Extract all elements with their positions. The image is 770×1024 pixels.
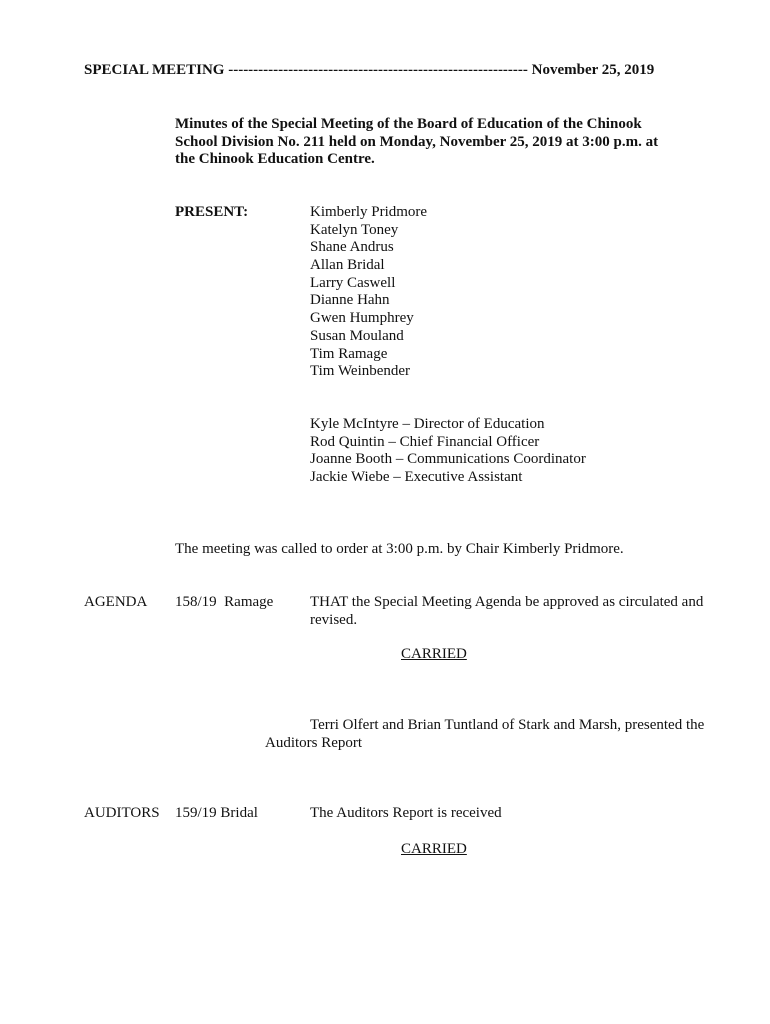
agenda-heading: AGENDA [84,594,148,610]
list-item: Larry Caswell [310,274,396,291]
presentation-paragraph [265,717,704,752]
list-item: Shane Andrus [310,239,394,256]
header-dashes: ------------------------------------------------------------ [228,62,528,78]
present-label: PRESENT: [175,204,249,220]
intro-paragraph [175,116,658,169]
auditors-result: CARRIED [401,841,467,857]
intro-line: Minutes of the Special Meeting of the Board of Education of the Chinook [175,116,642,132]
list-item: Kimberly Pridmore [310,204,428,220]
list-item: Katelyn Toney [310,221,399,238]
presentation-line: Terri Olfert and Brian Tuntland of Stark and Marsh, presented the [310,717,705,733]
intro-line: School Division No. 211 held on Monday, November 25, 2019 at 3:00 p.m. at [175,133,659,150]
list-item: Rod Quintin – Chief Financial Officer [310,433,540,450]
list-item: Kyle McIntyre – Director of Education [310,416,545,432]
list-item: Allan Bridal [310,257,385,274]
motion-line: THAT the Special Meeting Agenda be approved as circulated and [310,594,704,610]
intro-line: the Chinook Education Centre. [175,151,375,168]
list-item: Dianne Hahn [310,292,390,309]
agenda-motion-text [310,594,703,629]
agenda-result: CARRIED [401,646,467,662]
staff-list [310,416,586,487]
presentation-line: Auditors Report [265,734,363,751]
list-item: Susan Mouland [310,327,404,344]
auditors-heading: AUDITORS [84,805,160,821]
list-item: Gwen Humphrey [310,310,414,327]
auditors-motion-text: The Auditors Report is received [310,805,502,821]
list-item: Tim Ramage [310,345,388,362]
agenda-motion-number: 158/19 Ramage [175,594,274,610]
auditors-motion-number: 159/19 Bridal [175,805,258,821]
motion-line: revised. [310,611,358,628]
trustee-list [310,204,427,381]
list-item: Joanne Booth – Communications Coordinator [310,451,586,468]
meeting-date: November 25, 2019 [531,62,655,78]
meeting-type: SPECIAL MEETING [84,62,225,78]
call-to-order: The meeting was called to order at 3:00 p.m. by Chair Kimberly Pridmore. [175,541,624,557]
page-header [84,62,654,80]
list-item: Jackie Wiebe – Executive Assistant [310,469,523,486]
list-item: Tim Weinbender [310,363,411,380]
